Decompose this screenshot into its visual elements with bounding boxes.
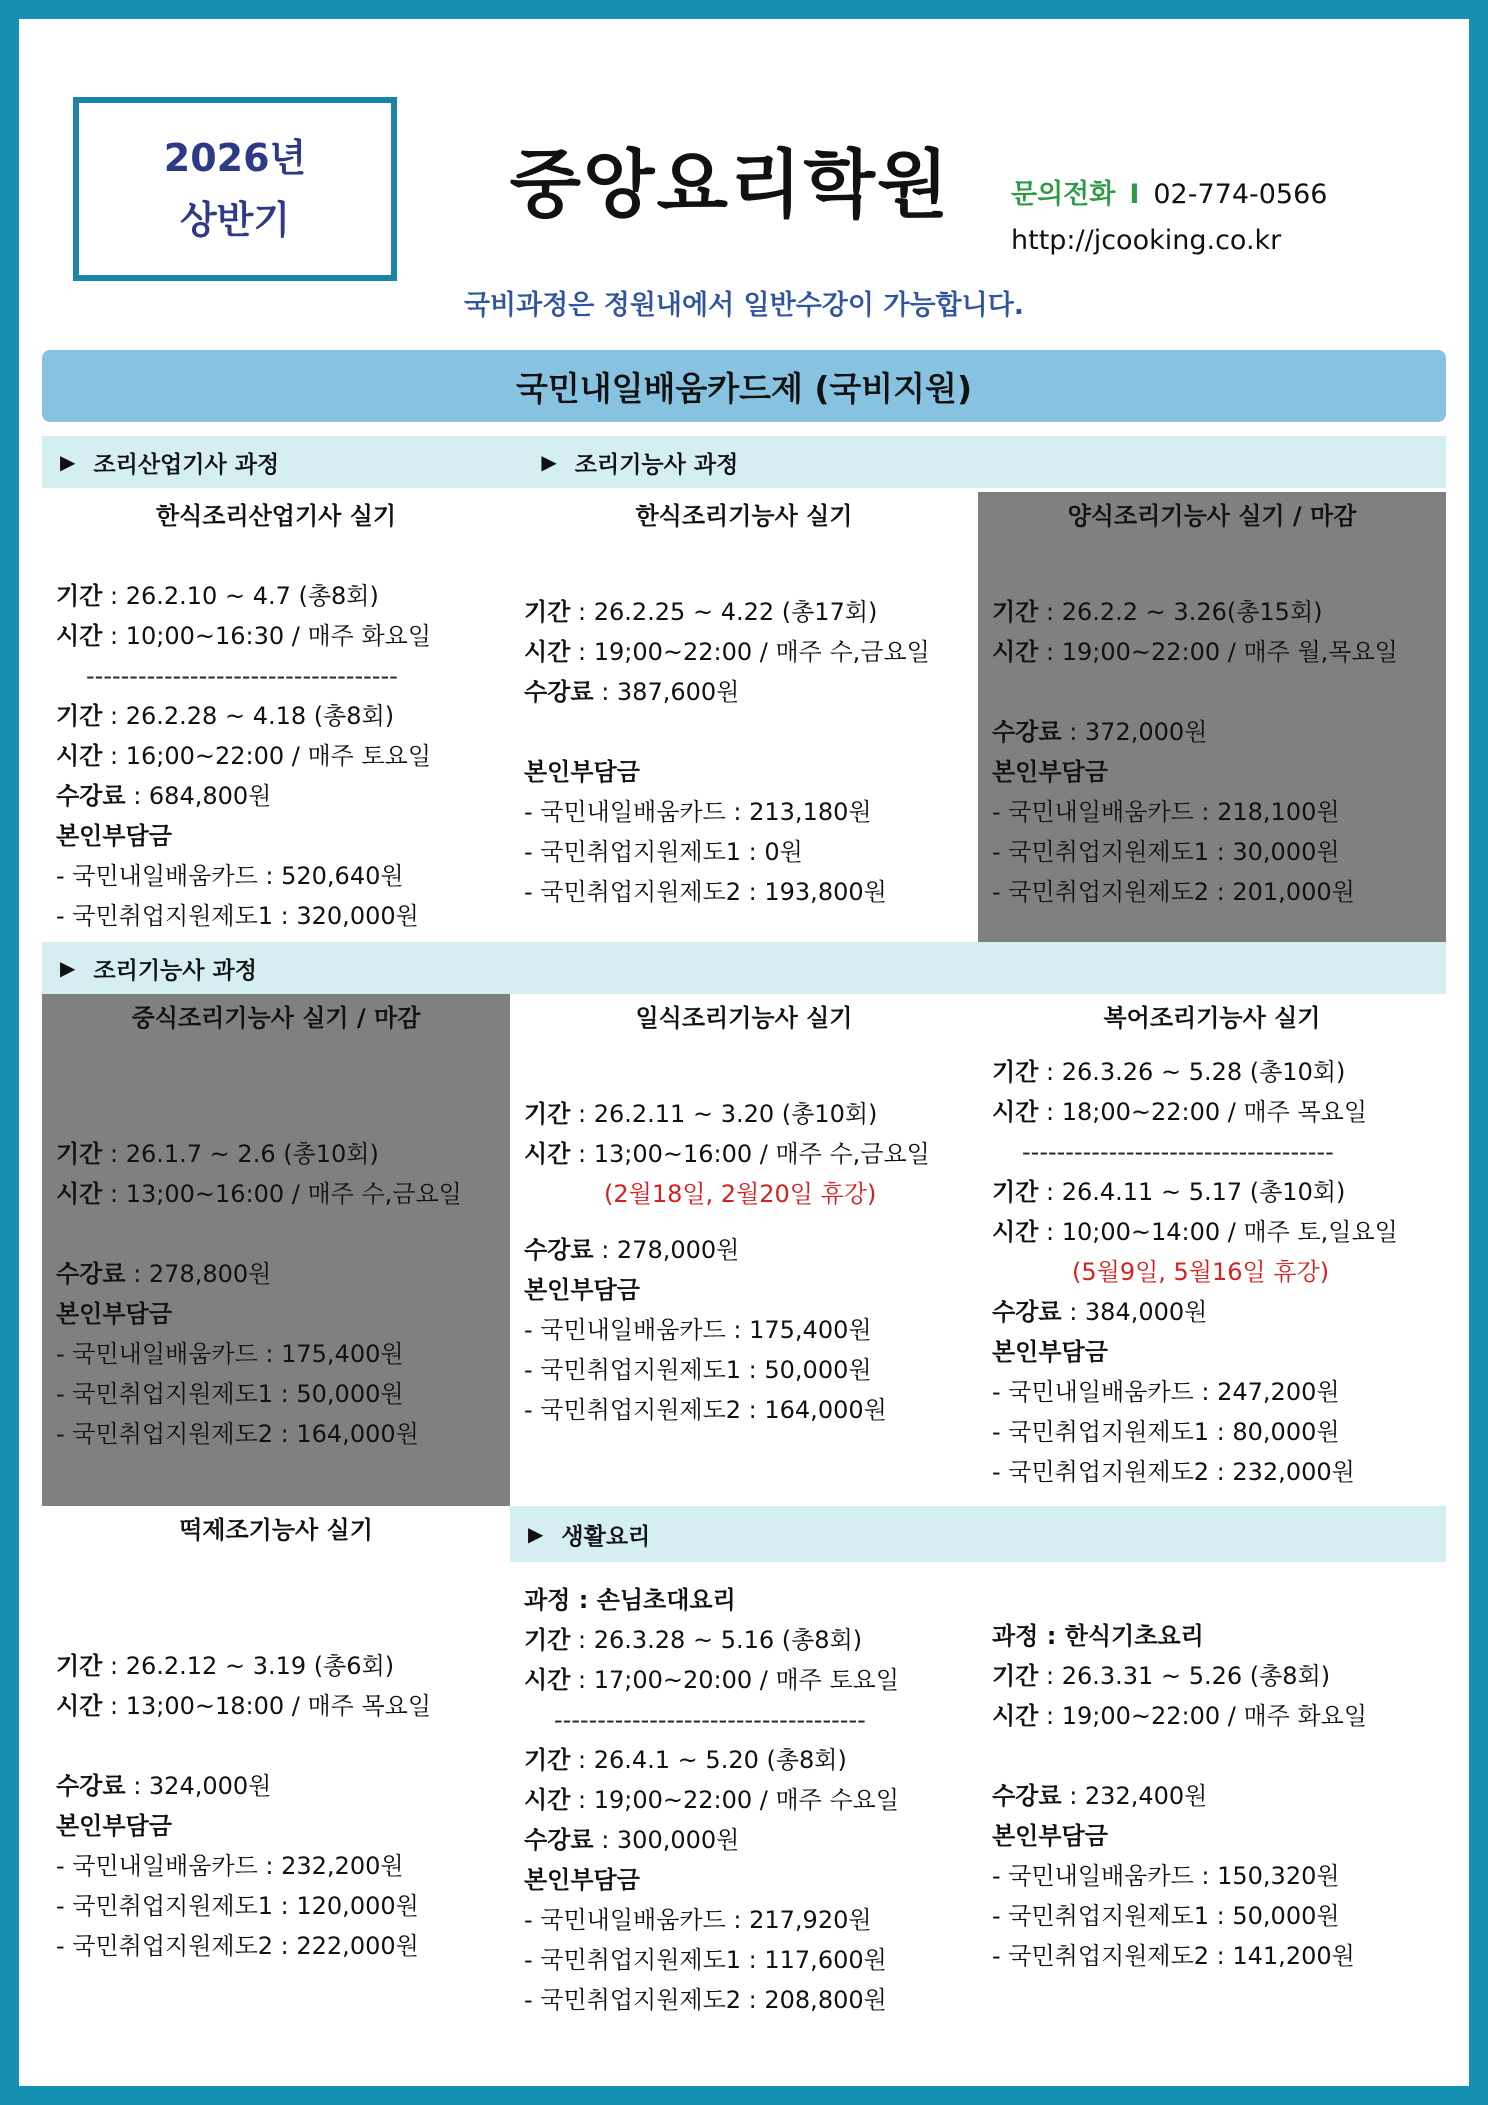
text-colon: : — [593, 1826, 617, 1854]
text-colon: : — [1038, 598, 1062, 626]
contact-separator: I — [1129, 179, 1140, 210]
course-title: 복어조리기능사 실기 — [1103, 1004, 1321, 1032]
time-value: 19;00~22:00 / 매주 수요일 — [593, 1786, 900, 1814]
text-emp1: - 국민취업지원제도1 — [992, 838, 1210, 866]
text-colon: : — [257, 862, 282, 890]
triangle-icon: ▶ — [60, 450, 76, 474]
divider: ------------------------------------ — [1022, 1138, 1334, 1166]
time-value: 13;00~18:00 / 매주 목요일 — [125, 1692, 432, 1720]
period-value: 26.2.10 ~ 4.7 (총8회) — [125, 582, 379, 610]
text-colon: : — [570, 1746, 594, 1774]
text-card: - 국민내일배움카드 — [56, 1340, 258, 1368]
text-time: 시간 — [56, 1692, 103, 1720]
text-colon: : — [1038, 1622, 1065, 1650]
self-pay-label: 본인부담금 — [56, 1812, 172, 1840]
website-link[interactable]: http://jcooking.co.kr — [1011, 225, 1282, 256]
text-card: 247,200원 — [1217, 1378, 1340, 1406]
time-value: 13;00~16:00 / 매주 수,금요일 — [125, 1180, 462, 1208]
text-colon: : — [741, 1986, 765, 2014]
course-title: 양식조리기능사 실기 / 마감 — [1067, 502, 1357, 530]
text-period: 기간 — [992, 1178, 1039, 1206]
text-emp2: - 국민취업지원제도2 — [56, 1932, 274, 1960]
text-colon: : — [570, 1666, 594, 1694]
course-title: 한식조리산업기사 실기 — [155, 502, 397, 530]
section-life — [510, 1506, 1446, 1562]
list-item — [524, 1940, 964, 1980]
text-colon: : — [741, 838, 765, 866]
text-emp2: - 국민취업지원제도2 — [992, 1942, 1210, 1970]
text-colon: : — [102, 622, 126, 650]
period-label: 기간 — [56, 582, 103, 610]
half-text: 상반기 — [179, 198, 291, 242]
text-colon: : — [125, 1772, 149, 1800]
course-name: 손님초대요리 — [596, 1586, 736, 1614]
course-name: 한식기초요리 — [1064, 1622, 1204, 1650]
text-card: 218,100원 — [1217, 798, 1340, 826]
text-colon: : — [257, 1340, 282, 1368]
fee-value: 387,600원 — [616, 678, 740, 706]
text-emp2: 141,200원 — [1232, 1942, 1355, 1970]
text-colon: : — [570, 1786, 594, 1814]
text-colon: : — [102, 1652, 126, 1680]
course-chinese — [42, 994, 510, 1506]
course-korean-industrial — [42, 492, 510, 942]
period-value: 26.3.28 ~ 5.16 (총8회) — [593, 1626, 863, 1654]
period-value: 26.2.11 ~ 3.20 (총10회) — [593, 1100, 878, 1128]
phone-number[interactable]: 02-774-0566 — [1153, 179, 1328, 210]
self-pay-label: 본인부담금 — [524, 758, 640, 786]
text-emp2: - 국민취업지원제도2 — [56, 1420, 274, 1448]
text-emp1: 117,600원 — [764, 1946, 887, 1974]
text-colon: : — [1038, 1702, 1062, 1730]
section-row-1 — [42, 436, 1446, 488]
list-item — [992, 1856, 1432, 1896]
text-colon: : — [1209, 878, 1233, 906]
text-card: 150,320원 — [1217, 1862, 1340, 1890]
text-fee: 수강료 — [992, 1782, 1062, 1810]
text-emp1: - 국민취업지원제도1 — [524, 838, 742, 866]
triangle-icon: ▶ — [60, 956, 76, 980]
text-colon: : — [741, 1396, 765, 1424]
text-emp2: 232,000원 — [1232, 1458, 1355, 1486]
text-card: 232,200원 — [281, 1852, 404, 1880]
self-pay-label: 본인부담금 — [56, 1300, 172, 1328]
text-colon: : — [273, 1932, 297, 1960]
text-colon: : — [741, 878, 765, 906]
self-pay-label: 본인부담금 — [524, 1276, 640, 1304]
text-course: 과정 — [992, 1622, 1039, 1650]
program-banner: 국민내일배움카드제 (국비지원) — [42, 350, 1446, 422]
text-card: 213,180원 — [749, 798, 872, 826]
list-item — [992, 1372, 1432, 1412]
contact-label: 문의전화 — [1011, 179, 1116, 210]
text-colon: : — [1038, 1178, 1062, 1206]
period-value: 26.2.2 ~ 3.26(총15회) — [1061, 598, 1323, 626]
text-emp1: 50,000원 — [1232, 1902, 1340, 1930]
text-period: 기간 — [524, 1626, 571, 1654]
fee-label: 수강료 — [56, 782, 126, 810]
contact-block — [1011, 172, 1327, 264]
text-emp1: - 국민취업지원제도1 — [56, 902, 274, 930]
text-colon: : — [1193, 1862, 1218, 1890]
text-colon: : — [1209, 838, 1233, 866]
text-colon: : — [725, 1316, 750, 1344]
period-value: 26.1.7 ~ 2.6 (총10회) — [125, 1140, 379, 1168]
list-item — [56, 1886, 496, 1926]
list-item — [524, 832, 964, 872]
course-ricecake — [42, 1506, 510, 2026]
text-colon: : — [1038, 1218, 1062, 1246]
text-colon: : — [1209, 1418, 1233, 1446]
list-item — [524, 1350, 964, 1390]
text-period: 기간 — [992, 598, 1039, 626]
list-item — [524, 1310, 964, 1350]
section-industrial: 조리산업기사 과정 — [93, 451, 280, 478]
text-fee: 수강료 — [56, 1772, 126, 1800]
triangle-icon: ▶ — [541, 450, 557, 474]
list-item — [524, 792, 964, 832]
text-colon: : — [741, 1356, 765, 1384]
list-item — [992, 1936, 1432, 1976]
period-value: 26.4.11 ~ 5.17 (총10회) — [1061, 1178, 1346, 1206]
fee-value: 232,400원 — [1084, 1782, 1208, 1810]
list-item — [524, 872, 964, 912]
list-item — [56, 896, 496, 936]
list-item — [992, 1452, 1432, 1492]
section-row-2 — [42, 942, 1446, 994]
text-colon: : — [1209, 1902, 1233, 1930]
text-emp1: - 국민취업지원제도1 — [56, 1380, 274, 1408]
list-item — [524, 1980, 964, 2020]
triangle-icon: ▶ — [528, 1522, 544, 1546]
text-colon: : — [1038, 1058, 1062, 1086]
text-colon: : — [273, 1892, 297, 1920]
section-life-label: 생활요리 — [561, 1523, 651, 1550]
text-fee: 수강료 — [992, 1298, 1062, 1326]
fee-value: 384,000원 — [1084, 1298, 1208, 1326]
text-emp1: 120,000원 — [296, 1892, 419, 1920]
course-western — [978, 492, 1446, 942]
text-emp1: 50,000원 — [764, 1356, 872, 1384]
text-period: 기간 — [992, 1662, 1039, 1690]
list-item — [524, 1900, 964, 1940]
text-colon: : — [1209, 1942, 1233, 1970]
list-item — [56, 1414, 496, 1454]
text-emp2: 164,000원 — [296, 1420, 419, 1448]
text-colon: : — [570, 638, 594, 666]
text-colon: : — [1061, 1298, 1085, 1326]
text-emp2: - 국민취업지원제도2 — [524, 1396, 742, 1424]
text-time: 시간 — [524, 1786, 571, 1814]
text-period: 기간 — [56, 1652, 103, 1680]
text-time: 시간 — [524, 1140, 571, 1168]
text-colon: : — [273, 1380, 297, 1408]
section-functional: 조리기능사 과정 — [574, 451, 739, 478]
text-colon: : — [1193, 798, 1218, 826]
time-value: 10;00~16:30 / 매주 화요일 — [125, 622, 432, 650]
text-card: 175,400원 — [281, 1340, 404, 1368]
period-value: 26.2.25 ~ 4.22 (총17회) — [593, 598, 878, 626]
text-card: - 국민내일배움카드 — [524, 798, 726, 826]
self-pay-label: 본인부담금 — [992, 1338, 1108, 1366]
text-time: 시간 — [524, 1666, 571, 1694]
text-colon: : — [1038, 1098, 1062, 1126]
text-colon: : — [725, 1906, 750, 1934]
text-period: 기간 — [524, 598, 571, 626]
course-title: 한식조리기능사 실기 — [635, 502, 853, 530]
course-japanese — [510, 994, 978, 1506]
text-emp1: - 국민취업지원제도1 — [56, 1892, 274, 1920]
text-colon: : — [125, 1260, 149, 1288]
time-value: 10;00~14:00 / 매주 토,일요일 — [1061, 1218, 1398, 1246]
period-value: 26.3.31 ~ 5.26 (총8회) — [1061, 1662, 1331, 1690]
course-title: 중식조리기능사 실기 / 마감 — [131, 1004, 421, 1032]
time-value: 13;00~16:00 / 매주 수,금요일 — [593, 1140, 930, 1168]
text-colon: : — [1038, 1662, 1062, 1690]
text-time: 시간 — [992, 1098, 1039, 1126]
text-card: 217,920원 — [749, 1906, 872, 1934]
text-emp1: 30,000원 — [1232, 838, 1340, 866]
list-item — [56, 856, 496, 896]
text-emp1: - 국민취업지원제도1 — [524, 1356, 742, 1384]
text-emp2: 222,000원 — [296, 1932, 419, 1960]
text-colon: : — [102, 1692, 126, 1720]
fee-value: 324,000원 — [148, 1772, 272, 1800]
fee-value: 684,800원 — [148, 782, 272, 810]
text-colon: : — [1038, 638, 1062, 666]
text-colon: : — [1061, 1782, 1085, 1810]
self-pay-label: 본인부담금 — [56, 822, 172, 850]
text-fee: 수강료 — [524, 678, 594, 706]
text-emp2: - 국민취업지원제도2 — [992, 878, 1210, 906]
list-item — [992, 872, 1432, 912]
fee-value: 372,000원 — [1084, 718, 1208, 746]
text-card: - 국민내일배움카드 — [524, 1316, 726, 1344]
text-time: 시간 — [992, 1218, 1039, 1246]
fee-value: 300,000원 — [616, 1826, 740, 1854]
period-value: 26.2.12 ~ 3.19 (총6회) — [125, 1652, 395, 1680]
text-colon: : — [593, 1236, 617, 1264]
text-card: - 국민내일배움카드 — [56, 1852, 258, 1880]
text-colon: : — [257, 1852, 282, 1880]
time-value: 19;00~22:00 / 매주 수,금요일 — [593, 638, 930, 666]
text-card: - 국민내일배움카드 — [992, 1378, 1194, 1406]
text-time: 시간 — [992, 638, 1039, 666]
text-card: - 국민내일배움카드 — [992, 1862, 1194, 1890]
text-colon: : — [570, 1586, 597, 1614]
holiday-note: (2월18일, 2월20일 휴강) — [604, 1180, 877, 1208]
text-period: 기간 — [524, 1100, 571, 1128]
text-colon: : — [570, 1626, 594, 1654]
self-pay-label: 본인부담금 — [992, 1822, 1108, 1850]
text-fee: 수강료 — [992, 718, 1062, 746]
notice-text: 국비과정은 정원내에서 일반수강이 가능합니다. — [463, 290, 1025, 321]
text-emp1: 0원 — [764, 838, 803, 866]
time-label: 시간 — [56, 742, 103, 770]
text-emp1: - 국민취업지원제도1 — [992, 1902, 1210, 1930]
text-time: 시간 — [992, 1702, 1039, 1730]
text-colon: : — [102, 742, 126, 770]
course-korean — [510, 492, 978, 942]
period-value: 26.4.1 ~ 5.20 (총8회) — [593, 1746, 847, 1774]
text-colon: : — [1061, 718, 1085, 746]
text-colon: : — [1209, 1458, 1233, 1486]
text-emp2: - 국민취업지원제도2 — [524, 1986, 742, 2014]
text-emp1: - 국민취업지원제도1 — [524, 1946, 742, 1974]
text-fee: 수강료 — [524, 1236, 594, 1264]
list-item — [992, 1412, 1432, 1452]
list-item — [56, 1926, 496, 1966]
text-colon: : — [741, 1946, 765, 1974]
fee-value: 278,000원 — [616, 1236, 740, 1264]
list-item — [56, 1374, 496, 1414]
holiday-note: (5월9일, 5월16일 휴강) — [1072, 1258, 1330, 1286]
time-value: 18;00~22:00 / 매주 목요일 — [1061, 1098, 1368, 1126]
text-emp1: 50,000원 — [296, 1380, 404, 1408]
text-colon: : — [1193, 1378, 1218, 1406]
text-card: 175,400원 — [749, 1316, 872, 1344]
list-item — [524, 1390, 964, 1430]
period-label: 기간 — [56, 702, 103, 730]
text-emp1: 80,000원 — [1232, 1418, 1340, 1446]
self-pay-label: 본인부담금 — [992, 758, 1108, 786]
text-emp2: 201,000원 — [1232, 878, 1355, 906]
list-item — [56, 1334, 496, 1374]
text-fee: 수강료 — [56, 1260, 126, 1288]
course-blowfish — [978, 994, 1446, 1506]
divider: ------------------------------------ — [86, 662, 398, 690]
text-colon: : — [593, 678, 617, 706]
list-item — [992, 832, 1432, 872]
list-item — [56, 1846, 496, 1886]
period-value: 26.2.28 ~ 4.18 (총8회) — [125, 702, 395, 730]
section-functional-2: 조리기능사 과정 — [93, 957, 257, 984]
text-colon: : — [102, 702, 126, 730]
course-title: 일식조리기능사 실기 — [635, 1004, 853, 1032]
course-basic — [978, 1616, 1446, 2016]
text-course: 과정 — [524, 1586, 571, 1614]
text-colon: : — [570, 1100, 594, 1128]
course-title: 떡제조기능사 실기 — [179, 1516, 373, 1544]
text-emp2: 193,800원 — [764, 878, 887, 906]
academy-title: 중앙요리학원 — [509, 142, 951, 228]
text-card: - 국민내일배움카드 — [56, 862, 258, 890]
year-box — [73, 97, 397, 281]
text-colon: : — [273, 902, 297, 930]
text-colon: : — [273, 1420, 297, 1448]
text-period: 기간 — [56, 1140, 103, 1168]
text-emp1: 320,000원 — [296, 902, 419, 930]
period-value: 26.3.26 ~ 5.28 (총10회) — [1061, 1058, 1346, 1086]
time-value: 19;00~22:00 / 매주 월,목요일 — [1061, 638, 1398, 666]
text-fee: 수강료 — [524, 1826, 594, 1854]
text-emp2: 208,800원 — [764, 1986, 887, 2014]
text-period: 기간 — [524, 1746, 571, 1774]
time-value: 19;00~22:00 / 매주 화요일 — [1061, 1702, 1368, 1730]
course-guest — [510, 1580, 978, 2020]
text-card: 520,640원 — [281, 862, 404, 890]
time-value: 17;00~20:00 / 매주 토요일 — [593, 1666, 900, 1694]
text-colon: : — [102, 1140, 126, 1168]
list-item — [992, 792, 1432, 832]
text-colon: : — [570, 1140, 594, 1168]
text-card: - 국민내일배움카드 — [524, 1906, 726, 1934]
text-time: 시간 — [56, 1180, 103, 1208]
text-colon: : — [570, 598, 594, 626]
text-colon: : — [125, 782, 149, 810]
text-emp1: - 국민취업지원제도1 — [992, 1418, 1210, 1446]
text-emp2: - 국민취업지원제도2 — [992, 1458, 1210, 1486]
text-time: 시간 — [524, 638, 571, 666]
year-text: 2026년 — [163, 136, 307, 180]
text-emp2: - 국민취업지원제도2 — [524, 878, 742, 906]
text-emp2: 164,000원 — [764, 1396, 887, 1424]
list-item — [992, 1896, 1432, 1936]
text-colon: : — [733, 798, 750, 826]
text-period: 기간 — [992, 1058, 1039, 1086]
fee-value: 278,800원 — [148, 1260, 272, 1288]
text-card: - 국민내일배움카드 — [992, 798, 1194, 826]
time-label: 시간 — [56, 622, 103, 650]
text-colon: : — [102, 582, 126, 610]
time-value: 16;00~22:00 / 매주 토요일 — [125, 742, 432, 770]
divider: ------------------------------------ — [554, 1706, 866, 1734]
self-pay-label: 본인부담금 — [524, 1866, 640, 1894]
text-colon: : — [102, 1180, 126, 1208]
